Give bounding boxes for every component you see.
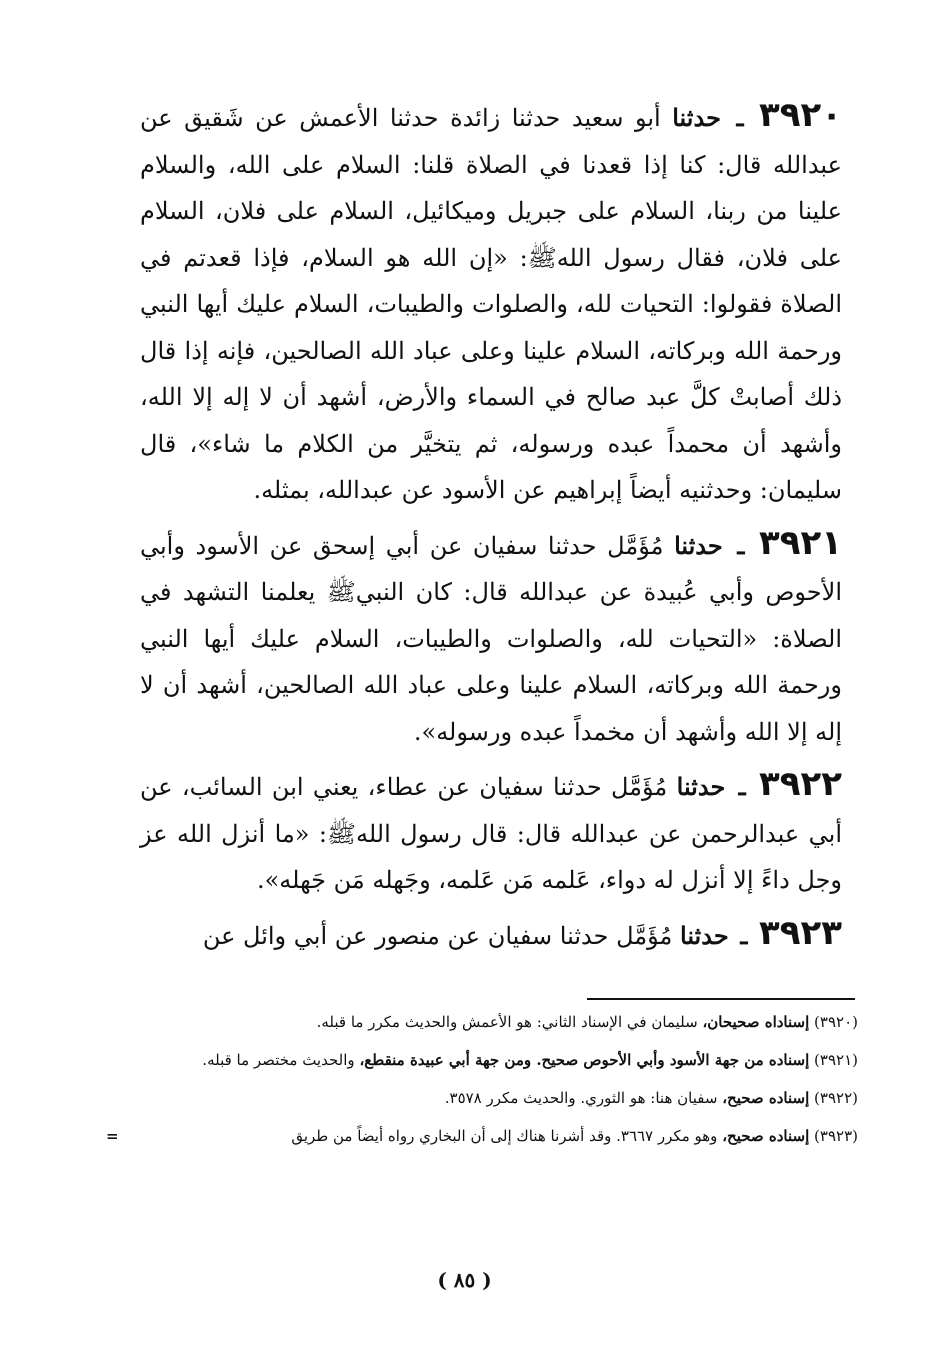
footnote-text: سفيان هنا: هو الثوري. والحديث مكرر ٣٥٧٨.	[444, 1089, 718, 1107]
footnote-ref: (٣٩٢١)	[814, 1051, 858, 1069]
hadith-number: ٣٩٢٢	[758, 764, 842, 804]
footnote-grading: إسناده صحيح،	[722, 1089, 810, 1107]
footnote-ref: (٣٩٢٣)	[814, 1127, 858, 1145]
footnote-3923	[108, 1124, 858, 1148]
footnote-grading: إسناده صحيح،	[722, 1127, 810, 1145]
hadith-separator: ـ	[737, 530, 745, 560]
hadith-3922	[140, 761, 842, 904]
footnote-3922	[108, 1086, 858, 1110]
hadith-separator: ـ	[738, 772, 746, 801]
hadith-3920	[140, 92, 842, 514]
footnote-3921	[108, 1048, 858, 1072]
hadith-3923	[140, 910, 842, 960]
footnote-text: والحديث مختصر ما قبله.	[202, 1051, 355, 1069]
hadith-3921	[140, 520, 842, 756]
footnote-3920	[108, 1010, 858, 1034]
page-number: ( ٨٥ )	[437, 1268, 492, 1292]
hadith-text: مُؤَمَّل حدثنا سفيان عن منصور عن أبي وائل عن	[202, 921, 673, 950]
hadith-separator: ـ	[740, 920, 748, 950]
hadith-separator: ـ	[736, 103, 744, 132]
hadith-lead: حدثنا	[680, 920, 729, 950]
continuation-mark: =	[106, 1127, 119, 1145]
footnote-text: سليمان في الإسناد الثاني: هو الأعمش والحديث مكرر ما قبله.	[316, 1013, 698, 1031]
hadith-text: مُؤَمَّل حدثنا سفيان عن عطاء، يعني ابن السائب، عن أبي عبدالرحمن عن عبدالله قال: قال رسول اللهﷺ: «ما أنزل الله عز وجل داءً إلا أنزل له دواء، عَلمه مَن عَلمه، وجَهله مَن جَهله».	[140, 773, 842, 894]
hadith-number: ٣٩٢٠	[759, 95, 843, 135]
footnotes	[108, 1010, 858, 1162]
hadith-lead: حدثنا	[672, 103, 721, 132]
footnote-divider	[587, 998, 855, 1000]
hadith-text: مُؤَمَّل حدثنا سفيان عن أبي إسحق عن الأسود وأبي الأحوص وأبي عُبيدة عن عبدالله قال: كان النبيﷺ يعلمنا التشهد في الصلاة: «التحيات لله، والصلوات والطيبات، السلام عليك أيها النبي ورحمة الله وبركاته، السلام علينا وعلى عباد الله الصالحين، أشهد أن لا إله إلا الله وأشهد أن مخمداً عبده ورسوله».	[140, 531, 842, 746]
footnote-grading: إسناداه صحيحان،	[702, 1013, 810, 1031]
hadith-text: أبو سعيد حدثنا زائدة حدثنا الأعمش عن شَقيق عن عبدالله قال: كنا إذا قعدنا في الصلاة قلنا: السلام على الله، والسلام علينا من ربنا، السلام على جبريل وميكائيل، السلام على فلان، السلام على فلان، فقال رسول اللهﷺ: «إن الله هو السلام، فإذا قعدتم في الصلاة فقولوا: التحيات لله، والصلوات والطيبات، السلام عليك أيها النبي ورحمة الله وبركاته، السلام علينا وعلى عباد الله الصالحين، فإنه إذا قال ذلك أصابتْ كلَّ عبد صالح في السماء والأرض، أشهد أن لا إله إلا الله، وأشهد أن محمداً عبده ورسوله، ثم يتخيَّر من الكلام ما شاء»، قال سليمان: وحدثنيه أيضاً إبراهيم عن الأسود عن عبدالله، بمثله.	[140, 104, 843, 504]
hadith-number: ٣٩٢٣	[758, 912, 842, 953]
footnote-ref: (٣٩٢٢)	[814, 1089, 858, 1107]
hadith-lead: حدثنا	[676, 772, 726, 801]
footnote-text: وهو مكرر ٣٦٦٧. وقد أشرنا هناك إلى أن البخاري رواه أيضاً من طريق	[291, 1127, 718, 1145]
footnote-grading: إسناده من جهة الأسود وأبي الأحوص صحيح. ومن جهة أبي عبيدة منقطع،	[359, 1051, 810, 1069]
footnote-ref: (٣٩٢٠)	[814, 1013, 858, 1031]
main-text	[140, 92, 842, 965]
hadith-lead: حدثنا	[674, 530, 723, 560]
hadith-number: ٣٩٢١	[758, 522, 842, 563]
